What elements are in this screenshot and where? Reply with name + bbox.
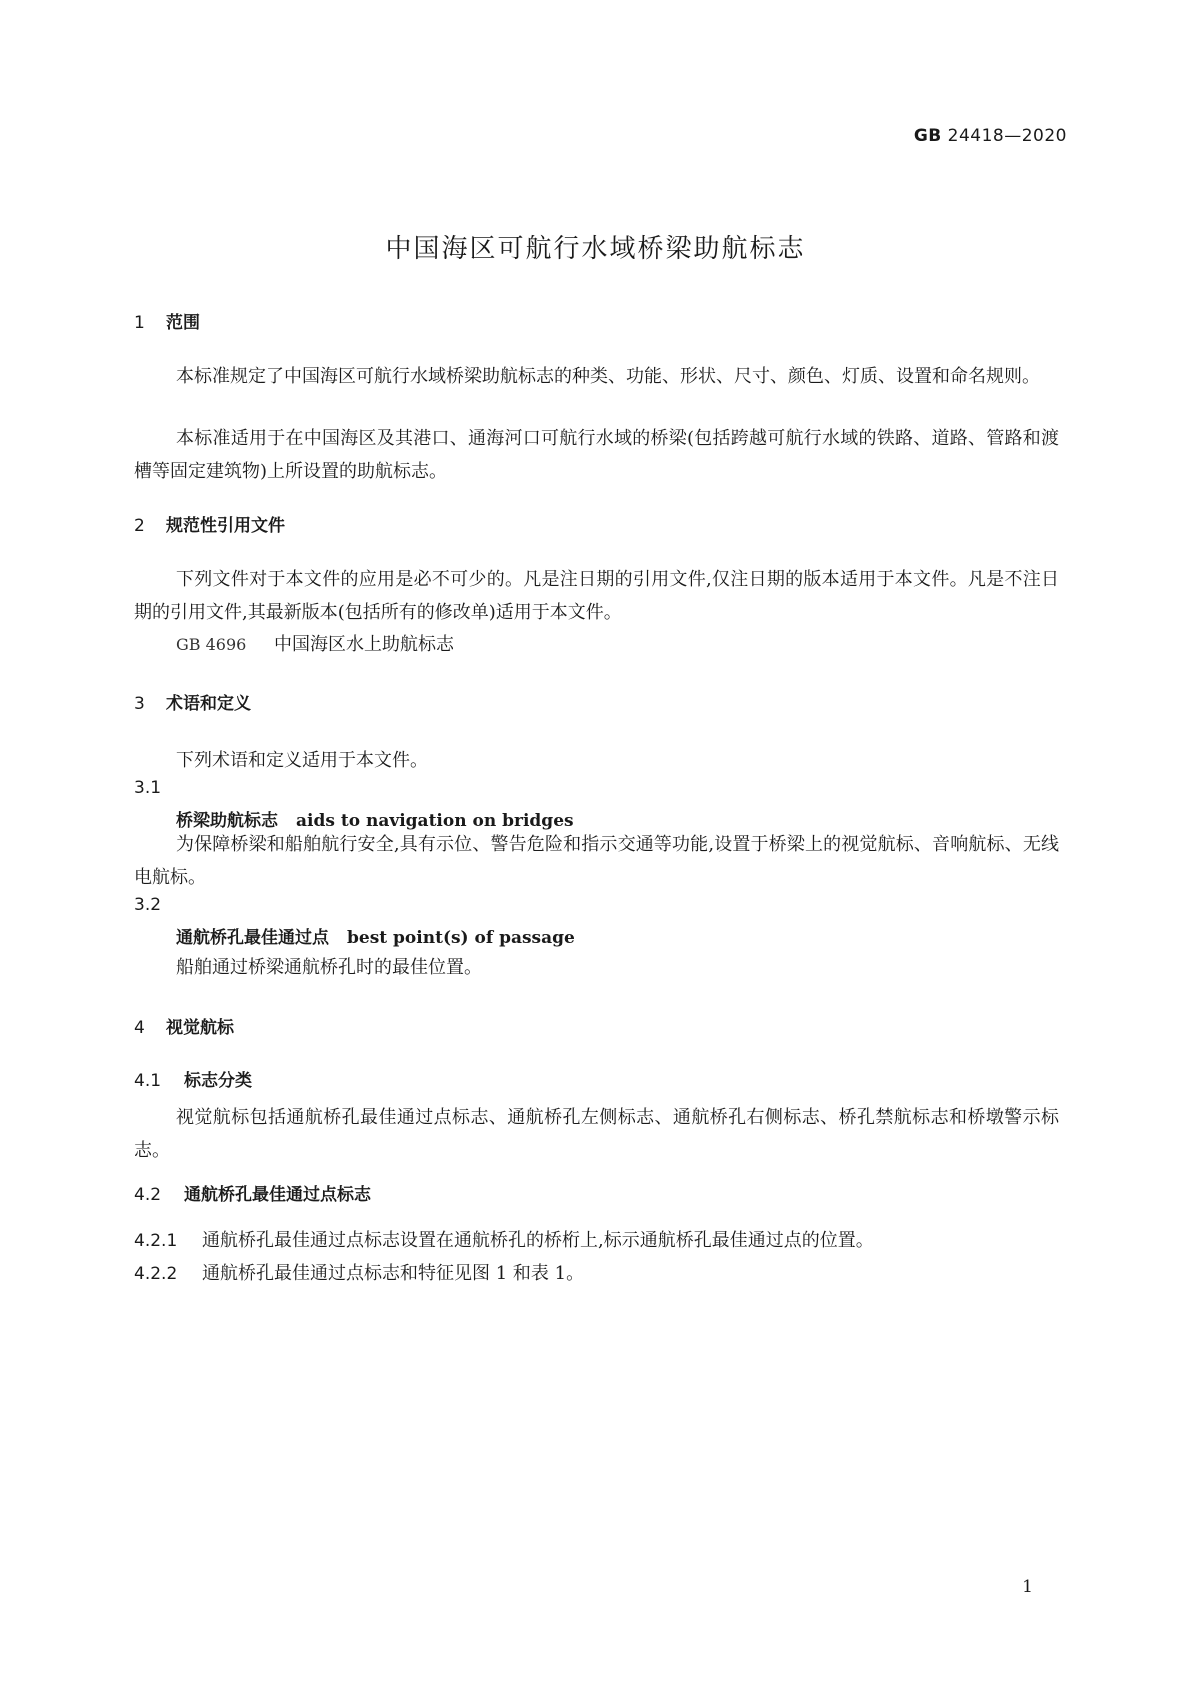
paragraph: 本标准规定了中国海区可航行水域桥梁助航标志的种类、功能、形状、尺寸、颜色、灯质、设置和命名规则。 <box>176 366 1040 387</box>
subsection-number: 4.1 <box>134 1071 162 1091</box>
term-en: aids to navigation on bridges <box>296 811 574 831</box>
clause-text: 通航桥孔最佳通过点标志设置在通航桥孔的桥桁上,标示通航桥孔最佳通过点的位置。 <box>202 1230 874 1251</box>
section-title: 视觉航标 <box>166 1018 234 1038</box>
clause-4-2-2 <box>134 1259 584 1285</box>
clause-4-2-1 <box>134 1226 874 1252</box>
paragraph: 视觉航标包括通航桥孔最佳通过点标志、通航桥孔左侧标志、通航桥孔右侧标志、桥孔禁航标志和桥墩警示标志。 <box>134 1107 1059 1161</box>
reference-title: 中国海区水上助航标志 <box>274 634 454 655</box>
term-zh: 桥梁助航标志 <box>176 811 278 831</box>
section-title: 范围 <box>166 313 200 333</box>
section-3-heading <box>134 689 251 714</box>
reference-code: GB 4696 <box>176 635 247 654</box>
page-number: 1 <box>1022 1577 1033 1597</box>
section-number: 2 <box>134 516 145 536</box>
term-definition: 为保障桥梁和船舶航行安全,具有示位、警告危险和指示交通等功能,设置于桥梁上的视觉航标、音响航标、无线电航标。 <box>134 834 1059 888</box>
section-title: 规范性引用文件 <box>166 516 285 536</box>
term-number: 3.2 <box>134 895 162 915</box>
normative-reference <box>176 630 454 656</box>
section-1-heading <box>134 308 200 333</box>
subsection-number: 4.2 <box>134 1185 162 1205</box>
section-number: 1 <box>134 313 145 333</box>
paragraph: 下列术语和定义适用于本文件。 <box>176 750 428 771</box>
subsection-4-2-heading <box>134 1180 371 1205</box>
paragraph: 本标准适用于在中国海区及其港口、通海河口可航行水域的桥梁(包括跨越可航行水域的铁路、道路、管路和渡槽等固定建筑物)上所设置的助航标志。 <box>134 428 1059 482</box>
term-definition: 船舶通过桥梁通航桥孔时的最佳位置。 <box>176 957 482 978</box>
term-zh: 通航桥孔最佳通过点 <box>176 928 329 948</box>
subsection-title: 标志分类 <box>184 1071 252 1091</box>
term-number: 3.1 <box>134 778 162 798</box>
standard-number <box>914 126 1067 146</box>
section-number: 4 <box>134 1018 145 1038</box>
clause-number: 4.2.2 <box>134 1264 178 1284</box>
clause-text: 通航桥孔最佳通过点标志和特征见图 1 和表 1。 <box>202 1263 585 1284</box>
term-entry <box>176 923 575 948</box>
term-en: best point(s) of passage <box>347 928 575 948</box>
document-title: 中国海区可航行水域桥梁助航标志 <box>385 234 806 264</box>
section-title: 术语和定义 <box>166 694 251 714</box>
standard-prefix: GB <box>913 126 942 146</box>
subsection-title: 通航桥孔最佳通过点标志 <box>184 1185 371 1205</box>
section-4-heading <box>134 1013 234 1038</box>
section-number: 3 <box>134 694 145 714</box>
section-2-heading <box>134 511 285 536</box>
paragraph: 下列文件对于本文件的应用是必不可少的。凡是注日期的引用文件,仅注日期的版本适用于本文件。凡是不注日期的引用文件,其最新版本(包括所有的修改单)适用于本文件。 <box>134 569 1059 623</box>
subsection-4-1-heading <box>134 1066 252 1091</box>
clause-number: 4.2.1 <box>134 1231 178 1251</box>
standard-code: 24418—2020 <box>947 126 1067 146</box>
